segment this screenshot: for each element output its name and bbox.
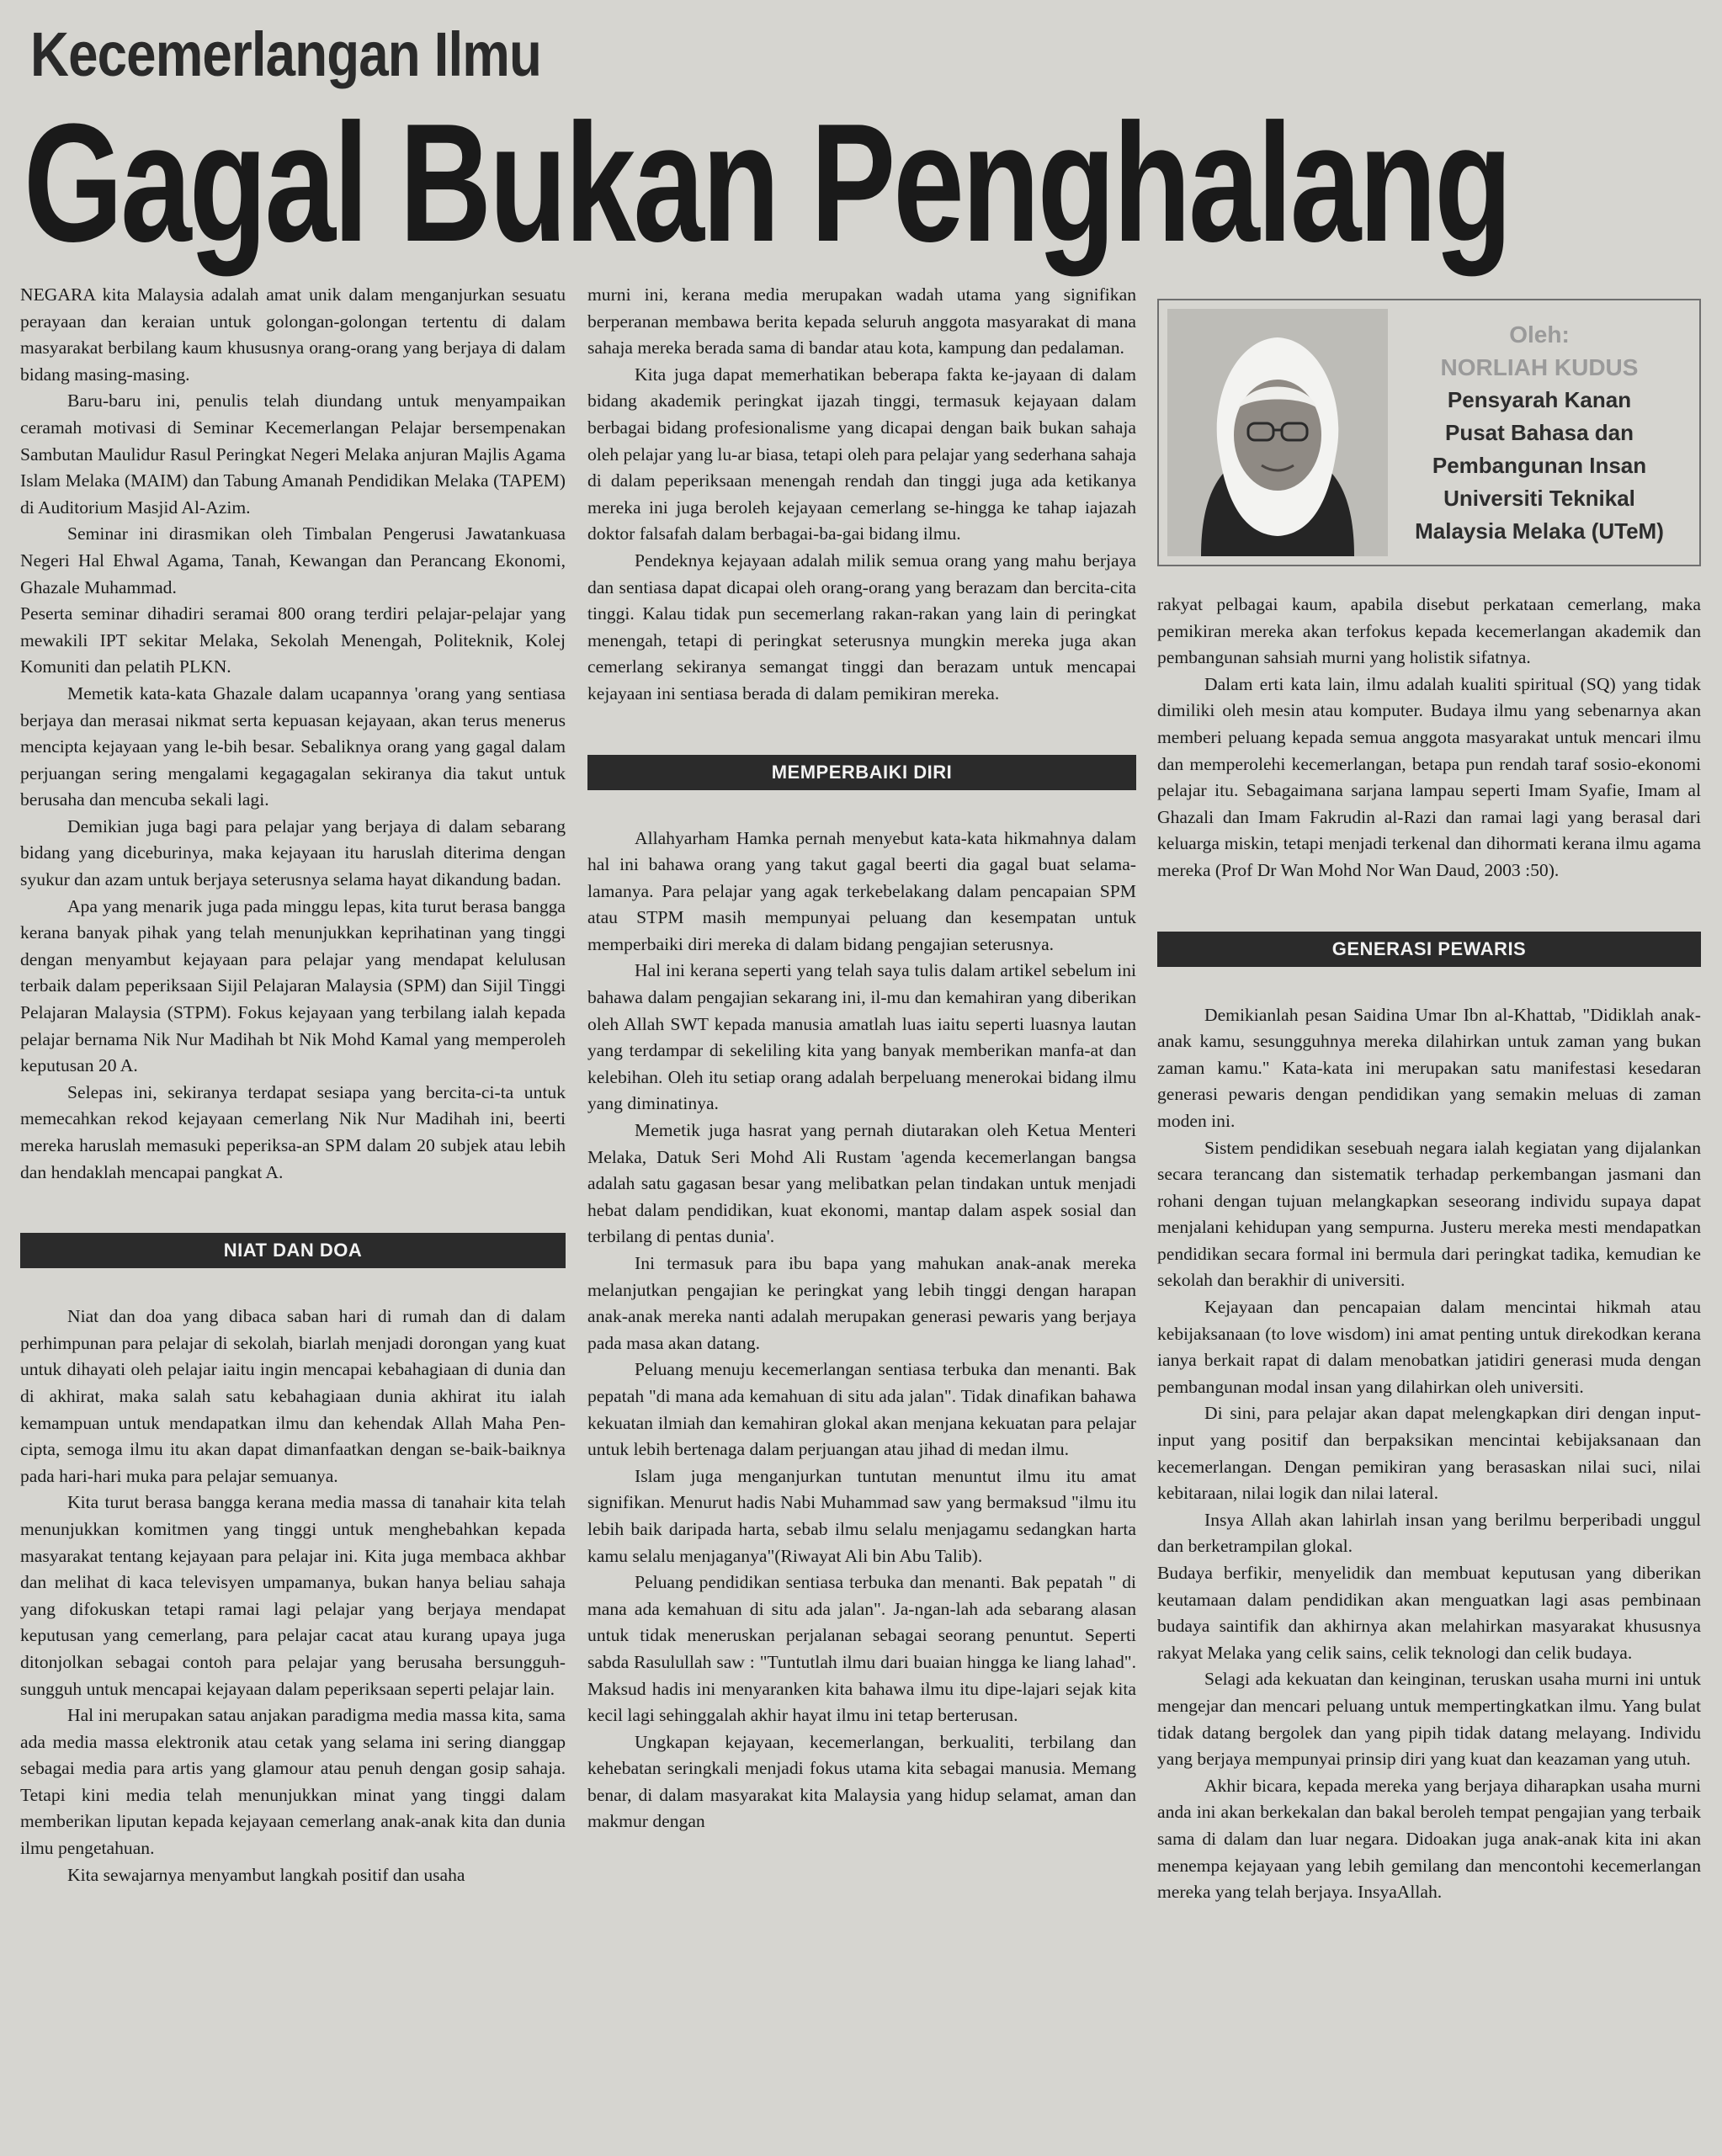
paragraph: Sistem pendidikan sesebuah negara ialah kegiatan yang dijalankan secara terancang dan sistematik terhadap perkembangan jasmani dan rohani dengan tujuan melangkapkan seseorang individu supaya dapat menjalani kehidupan yang sempurna. Justeru mereka mesti mendapatkan pendidikan secara formal ini bermula dari peringkat tadika, kemudian ke sekolah dan berakhir di universiti. [1157, 1137, 1701, 1291]
kicker: Kecemerlangan Ilmu [30, 19, 541, 89]
paragraph: Baru-baru ini, penulis telah diundang untuk menyampaikan ceramah motivasi di Seminar Kecemerlangan Pelajar bersempenakan Sambutan Maulidur Rasul Peringkat Negeri Melaka anjuran Majlis Agama Islam Melaka (MAIM) dan Tabung Amanah Pendidikan Melaka (TAPEM) di Auditorium Masjid Al-Azim. [20, 390, 566, 518]
subheading-niat-dan-doa: NIAT DAN DOA [20, 1233, 566, 1268]
paragraph: Kita sewajarnya menyambut langkah positif dan usaha [67, 1864, 465, 1885]
author-credit [1388, 309, 1691, 556]
author-box [1157, 299, 1701, 566]
paragraph: Akhir bicara, kepada mereka yang berjaya diharapkan usaha murni anda ini akan berkekalan dan bakal beroleh tempat pengajian yang terbaik sama di dalam dan luar negara. Didoakan juga anak-anak kita ini akan menempa kejayaan yang lebih gemilang dan mencontohi kecemerlangan mereka yang telah berjaya. InsyaAllah. [1157, 1775, 1701, 1903]
subheading-generasi-pewaris: GENERASI PEWARIS [1157, 932, 1701, 967]
paragraph: Demikian juga bagi para pelajar yang berjaya di dalam sebarang bidang yang diceburinya, maka kejayaan itu haruslah diterima dengan syukur dan azam untuk berjaya seterusnya selama hayat dikandung badan. [20, 815, 566, 890]
paragraph: rakyat pelbagai kaum, apabila disebut perkataan cemerlang, maka pemikiran mereka akan terfokus kepada kecemerlangan akademik dan pembangunan sahsiah murni yang holistik sifatnya. [1157, 594, 1701, 668]
paragraph: Memetik juga hasrat yang pernah diutarakan oleh Ketua Menteri Melaka, Datuk Seri Mohd Ali Rustam 'agenda kecemerlangan bangsa adalah satu gagasan besar yang melibatkan pelan tindakan untuk menjadi hebat dalam pendidikan, kuat ekonomi, mantap dalam aspek sosial dan terbilang di pentas dunia'. [587, 1120, 1136, 1247]
paragraph: Peluang menuju kecemerlangan sentiasa terbuka dan menanti. Bak pepatah "di mana ada kemahuan di situ ada jalan". Tidak dinafikan bahawa kekuatan ilmiah dan kemahiran glokal akan menjana kekuatan para pelajar untuk lebih bertenaga dalam perjuangan atau jihad di medan ilmu. [587, 1359, 1136, 1460]
paragraph: Hal ini kerana seperti yang telah saya tulis dalam artikel sebelum ini bahawa dalam pengajian sekarang ini, il-mu dan kemahiran yang diberikan oleh Allah SWT kepada manusia amatlah luas iaitu seperti luasnya lautan yang terdampar di sekeliling kita yang banyak memberikan manfa-at dan kelebihan. Oleh itu setiap orang adalah berpeluang menerokai bidang ilmu yang diminatinya. [587, 960, 1136, 1114]
author-title-line: Pusat Bahasa dan [1445, 419, 1634, 445]
author-title-line: Universiti Teknikal [1443, 485, 1635, 511]
paragraph: Demikianlah pesan Saidina Umar Ibn al-Khattab, "Didiklah anak-anak kamu, sesungguhnya mereka dilahirkan untuk zaman yang bukan zaman kamu." Kata-kata ini merupakan satu manifestasi kesedaran generasi pewaris dengan pendidikan yang semakin meluas di zaman moden ini. [1157, 1004, 1701, 1131]
paragraph: Niat dan doa yang dibaca saban hari di rumah dan di dalam perhimpunan para pelajar di sekolah, biarlah menjadi dorongan yang kuat untuk dihayati oleh pelajar iaitu ingin mencapai kebahagiaan di dunia dan di akhirat, maka salah satu kebahagiaan dunia akhirat itu ialah kemampuan untuk mendapatkan ilmu dan kehendak Allah Maha Pen-cipta, semoga ilmu itu akan dapat dimanfaatkan dengan se-baik-baiknya pada hari-hari muka para pelajar semuanya. [20, 1306, 566, 1486]
paragraph: Seminar ini dirasmikan oleh Timbalan Pengerusi Jawatankuasa Negeri Hal Ehwal Agama, Tanah, Kewangan dan Perancang Ekonomi, Ghazale Muhammad. [20, 523, 566, 597]
paragraph: NEGARA kita Malaysia adalah amat unik dalam menganjurkan sesuatu perayaan dan keraian untuk golongan-golongan tertentu di dalam masyarakat berbilang kaum khususnya orang-orang yang berjaya di dalam bidang masing-masing. [20, 284, 566, 385]
paragraph: Insya Allah akan lahirlah insan yang berilmu berperibadi unggul dan berketrampilan glokal. [1157, 1509, 1701, 1557]
author-photo [1167, 309, 1388, 556]
paragraph: Kejayaan dan pencapaian dalam mencintai hikmah atau kebijaksanaan (to love wisdom) ini amat penting untuk direkodkan kerana ianya berkait rapat di dalam menobatkan jatidiri generasi muda dengan pembangunan modal insan yang dilahirkan oleh universiti. [1157, 1297, 1701, 1397]
column-2 [587, 282, 1136, 1835]
paragraph: Pendeknya kejayaan adalah milik semua orang yang mahu berjaya dan sentiasa dapat dicapai oleh orang-orang yang berazam dan bercita-cita tinggi. Kalau tidak pun secemerlang rakan-rakan yang lain di peringkat menengah, tetapi di peringkat seterusnya mungkin mereka juga akan cemerlang sekiranya semangat tinggi dan berazam untuk mencapai kejayaan ini sentiasa berada di dalam pemikiran mereka. [587, 550, 1136, 704]
paragraph: Selagi ada kekuatan dan keinginan, teruskan usaha murni ini untuk mengejar dan mencari peluang untuk mempertingkatkan ilmu. Yang bulat tidak datang bergolek dan yang pipih tidak datang melayang. Individu yang berjaya mempunyai prinsip diri yang kuat dan keazaman yang utuh. [1157, 1669, 1701, 1770]
paragraph: Allahyarham Hamka pernah menyebut kata-kata hikmahnya dalam hal ini bahawa orang yang takut gagal beerti dia gagal buat selama-lamanya. Para pelajar yang agak terkebelakang dalam pencapaian SPM atau STPM masih mempunyai peluang dan kesempatan untuk memperbaiki diri mereka di dalam bidang pengajian seterusnya. [587, 827, 1136, 954]
paragraph: Apa yang menarik juga pada minggu lepas, kita turut berasa bangga kerana banyak pihak yang telah menunjukkan keprihatinan yang tinggi dengan menyambut kejayaan para pelajar yang mendapat kelulusan terbaik dalam peperiksaan Sijil Pelajaran Malaysia (SPM) dan Sijil Tinggi Pelajaran Malaysia (STPM). Fokus kejayaan yang terbilang ialah kepada pelajar bernama Nik Nur Madihah bt Nik Mohd Kamal yang memperoleh keputusan 20 A. [20, 895, 566, 1076]
paragraph: Selepas ini, sekiranya terdapat sesiapa yang bercita-ci-ta untuk memecahkan rekod kejayaan cemerlang Nik Nur Madihah ini, beerti mereka haruslah memasuki peperiksa-an SPM dalam 20 subjek atau lebih dan hendaklah mencapai pangkat A. [20, 1081, 566, 1182]
paragraph: Di sini, para pelajar akan dapat melengkapkan diri dengan input-input yang positif dan berpaksikan mencintai kebijaksanaan dan kecemerlangan. Dengan pemikiran yang berasaskan nilai suci, nilai kebitaraan, nilai logik dan nilai lateral. [1157, 1403, 1701, 1504]
paragraph: Budaya berfikir, menyelidik dan membuat keputusan yang diberikan keutamaan dalam pendidikan akan menguatkan lagi asas pembinaan budaya saintifik dan akhirnya akan melahirkan masyarakat khususnya rakyat Melaka yang celik sains, celik teknologi dan celik budaya. [1157, 1563, 1701, 1663]
author-name: NORLIAH KUDUS [1440, 353, 1639, 380]
subheading-memperbaiki-diri: MEMPERBAIKI DIRI [587, 755, 1136, 790]
column-3 [1157, 282, 1701, 1906]
author-title-line: Malaysia Melaka (UTeM) [1415, 518, 1664, 544]
paragraph: Islam juga menganjurkan tuntutan menuntut ilmu itu amat signifikan. Menurut hadis Nabi Muhammad saw yang bermaksud "ilmu itu lebih baik daripada harta, sebab ilmu selalu menjagamu sedangkan harta kamu selalu menjaganya"(Riwayat Ali bin Abu Talib). [587, 1465, 1136, 1566]
author-title-line: Pensyarah Kanan [1447, 386, 1632, 412]
author-title-line: Pembangunan Insan [1432, 452, 1647, 478]
column-1 [20, 282, 566, 1888]
paragraph: Hal ini merupakan satau anjakan paradigma media massa kita, sama ada media massa elektronik atau cetak yang selama ini sering dianggap sebagai media para artis yang glamour atau penuh dengan gosip sahaja. Tetapi kini media telah menunjukkan minat yang tinggi dalam memberikan liputan kepada kejayaan cemerlang anak-anak kita dan dunia ilmu pengetahuan. [20, 1705, 566, 1859]
paragraph: Peserta seminar dihadiri seramai 800 orang terdiri pelajar-pelajar yang mewakili IPT sekitar Melaka, Sekolah Menengah, Politeknik, Kolej Komuniti dan pelatih PLKN. [20, 603, 566, 677]
paragraph: Memetik kata-kata Ghazale dalam ucapannya 'orang yang sentiasa berjaya dan merasai nikmat serta kepuasan kejayaan, akan terus menerus mencipta kejayaan yang le-bih besar. Sebaliknya orang yang gagal dalam perjuangan sering mengalami kegagagalan sekiranya dia takut untuk berusaha dan mencuba sekali lagi. [20, 682, 566, 810]
paragraph: Dalam erti kata lain, ilmu adalah kualiti spiritual (SQ) yang tidak dimiliki oleh mesin atau komputer. Budaya ilmu yang sebenarnya akan memberi peluang kepada semua anggota masyarakat untuk mencari ilmu dan memperolehi kecemerlangan, betapa pun rendah taraf sosio-ekonomi pelajar itu. Sebagaimana sarjana lampau seperti Imam Syafie, Imam al Ghazali dan Imam Fakrudin al-Razi dan ramai lagi yang berasal dari keluarga miskin, tetapi menjadi terkenal dan dihormati kerana ilmu agama mereka (Prof Dr Wan Mohd Nor Wan Daud, 2003 :50). [1157, 673, 1701, 880]
paragraph: Ungkapan kejayaan, kecemerlangan, berkualiti, terbilang dan kehebatan seringkali menjadi fokus utama kita sebagai manusia. Memang benar, di dalam masyarakat kita Malaysia yang hidup selamat, aman dan makmur dengan [587, 1731, 1136, 1832]
headline: Gagal Bukan Penghalang [24, 89, 1510, 277]
paragraph: Kita juga dapat memerhatikan beberapa fakta ke-jayaan di dalam bidang akademik peringkat ijazah tinggi, termasuk kejayaan dalam berbagai bidang profesionalisme yang dicapai dengan baik bukan sahaja oleh pelajar yang lu-ar biasa, tetapi oleh para pelajar yang sederhana sahaja di dalam peperiksaan menengah rendah dan tinggi juga ada ketikanya mereka ini juga beroleh kejayaan cemerlang se-hingga ke tahap iajazah doktor falsafah dalam berbagai-ba-gai bidang ilmu. [587, 364, 1136, 544]
paragraph: Ini termasuk para ibu bapa yang mahukan anak-anak mereka melanjutkan pengajian ke peringkat yang lebih tinggi dengan harapan anak-anak mereka nanti adalah merupakan generasi pewaris yang berjaya pada masa akan datang. [587, 1253, 1136, 1353]
paragraph: Peluang pendidikan sentiasa terbuka dan menanti. Bak pepatah " di mana ada kemahuan di situ ada jalan". Ja-ngan-lah ada sebarang alasan untuk tidak meneruskan perjalanan sebagai seorang penuntut. Seperti sabda Rasulullah saw : "Tuntutlah ilmu dari buaian hingga ke liang lahad". Maksud hadis ini menyaranken kita bahawa ilmu itu dipe-lajari sejak kita kecil lagi sehinggalah akhir hayat ilmu ini tetap berterusan. [587, 1572, 1136, 1726]
paragraph: Kita turut berasa bangga kerana media massa di tanahair kita telah menunjukkan komitmen yang tinggi untuk menghebahkan kepada masyarakat tentang kejayaan para pelajar ini. Kita juga membaca akhbar dan melihat di kaca televisyen umpamanya, bukan hanya beliau sahaja yang difokuskan tetapi ramai lagi pelajar yang berjaya mendapat keputusan yang cemerlang, para pelajar cacat atau kurang upaya juga ditonjolkan sebagai contoh para pelajar yang berusaha bersungguh-sungguh untuk mencapai kejayaan dalam peperiksaan seperti pelajar lain. [20, 1492, 566, 1699]
paragraph: murni ini, kerana media merupakan wadah utama yang signifikan berperanan membawa berita kepada seluruh anggota masyarakat di mana sahaja mereka berada sama di bandar atau kota, kampung dan pedalaman. [587, 284, 1136, 358]
byline-label: Oleh: [1509, 321, 1570, 348]
